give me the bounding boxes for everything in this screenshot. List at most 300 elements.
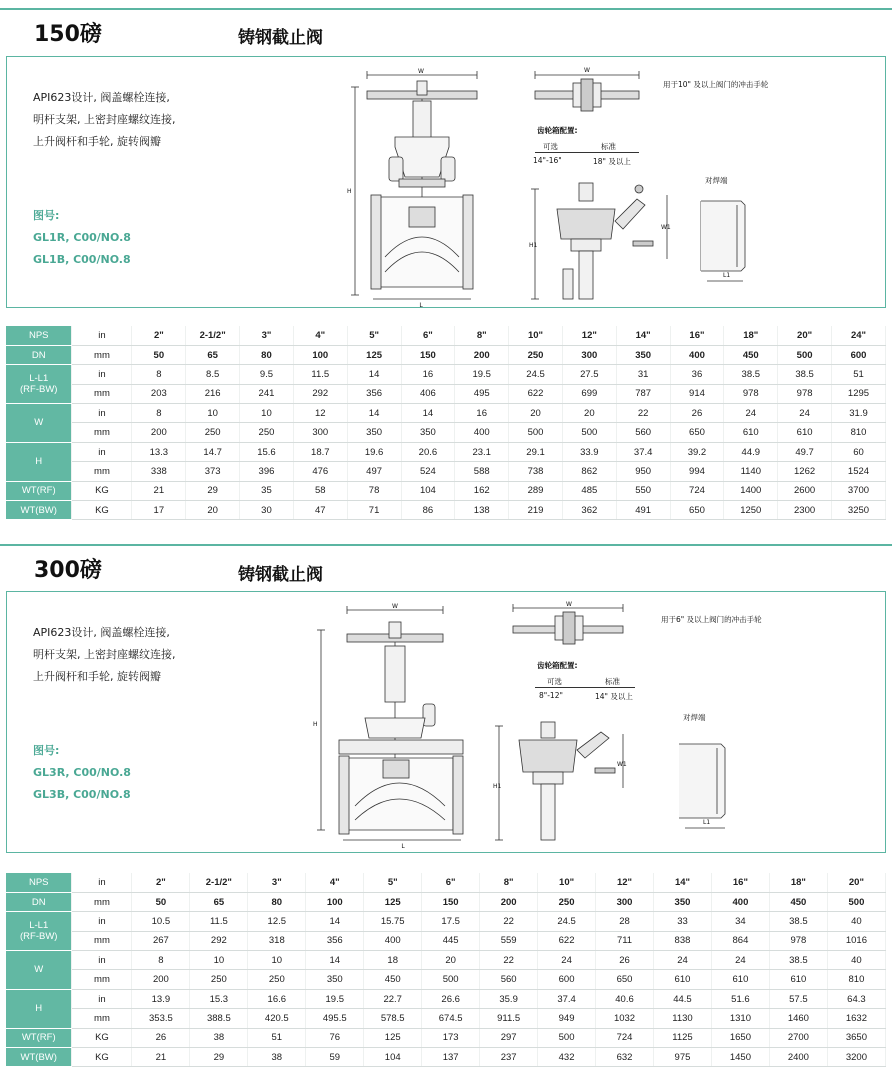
table-cell: 292 xyxy=(293,384,347,403)
table-cell: 78 xyxy=(347,481,401,500)
table-cell: 550 xyxy=(616,481,670,500)
table-cell: 20 xyxy=(562,404,616,423)
table-cell: 350 xyxy=(306,970,364,989)
row-header: W xyxy=(6,404,72,443)
dim-h1: H1 xyxy=(493,783,502,790)
table-cell: 406 xyxy=(401,384,455,403)
table-cell: 138 xyxy=(455,501,509,520)
section-divider xyxy=(0,544,892,546)
table-cell: 600 xyxy=(538,970,596,989)
table-cell: 51 xyxy=(832,365,886,384)
table-row xyxy=(6,951,886,970)
table-cell: 978 xyxy=(769,931,827,950)
table-cell: 491 xyxy=(616,501,670,520)
section-subtitle: 铸钢截止阀 xyxy=(238,565,323,585)
unit-cell: KG xyxy=(72,1048,132,1067)
table-cell: 3250 xyxy=(832,501,886,520)
table-cell: 104 xyxy=(401,481,455,500)
table-cell: 50 xyxy=(132,892,190,911)
table-cell: 20" xyxy=(827,873,885,892)
table-cell: 8" xyxy=(455,326,509,345)
table-cell: 24.5 xyxy=(509,365,563,384)
table-row xyxy=(6,384,886,403)
table-cell: 10.5 xyxy=(132,912,190,931)
table-cell: 20 xyxy=(509,404,563,423)
table-cell: 4" xyxy=(293,326,347,345)
section-title: 300磅 xyxy=(34,558,102,583)
table-row xyxy=(6,345,886,364)
table-cell: 16 xyxy=(401,365,455,384)
table-cell: 14.7 xyxy=(186,442,240,461)
unit-cell: in xyxy=(72,912,132,931)
table-row xyxy=(6,462,886,481)
table-cell: 950 xyxy=(616,462,670,481)
table-cell: 2-1/2" xyxy=(190,873,248,892)
table-cell: 1016 xyxy=(827,931,885,950)
dim-h1: H1 xyxy=(529,242,538,249)
table-cell: 19.6 xyxy=(347,442,401,461)
table-cell: 19.5 xyxy=(306,989,364,1008)
unit-cell: mm xyxy=(72,462,132,481)
table-cell: 26 xyxy=(596,951,654,970)
table-cell: 15.6 xyxy=(240,442,294,461)
table-cell: 40 xyxy=(827,951,885,970)
row-header: H xyxy=(6,989,72,1028)
table-cell: 600 xyxy=(832,345,886,364)
unit-cell: KG xyxy=(72,501,132,520)
table-cell: 216 xyxy=(186,384,240,403)
table-cell: 622 xyxy=(538,931,596,950)
table-cell: 1524 xyxy=(832,462,886,481)
table-cell: 10" xyxy=(509,326,563,345)
table-cell: 80 xyxy=(240,345,294,364)
gear-standard: 标准 xyxy=(601,142,616,151)
model-number: GL3B, C00/NO.8 xyxy=(33,788,131,801)
table-cell: 914 xyxy=(670,384,724,403)
table-cell: 31.9 xyxy=(832,404,886,423)
table-cell: 5" xyxy=(364,873,422,892)
table-cell: 22 xyxy=(616,404,670,423)
gear-optional: 可选 xyxy=(547,677,562,686)
weld-end-drawing xyxy=(671,732,737,842)
table-cell: 396 xyxy=(240,462,294,481)
table-cell: 64.3 xyxy=(827,989,885,1008)
table-cell: 24 xyxy=(654,951,712,970)
table-cell: 22 xyxy=(480,951,538,970)
table-cell: 58 xyxy=(293,481,347,500)
row-header: NPS xyxy=(6,873,72,892)
table-row xyxy=(6,970,886,989)
table-cell: 21 xyxy=(132,481,186,500)
table-cell: 4" xyxy=(306,873,364,892)
table-cell: 36 xyxy=(670,365,724,384)
table-cell: 810 xyxy=(827,970,885,989)
table-cell: 12.5 xyxy=(248,912,306,931)
gear-optional-range: 14"-16" xyxy=(533,156,562,165)
table-cell: 495 xyxy=(455,384,509,403)
table-cell: 20 xyxy=(186,501,240,520)
table-cell: 650 xyxy=(670,501,724,520)
table-cell: 610 xyxy=(769,970,827,989)
table-cell: 338 xyxy=(132,462,186,481)
unit-cell: in xyxy=(72,404,132,423)
table-cell: 100 xyxy=(293,345,347,364)
handwheel-drawing xyxy=(505,600,635,646)
dim-w1: W1 xyxy=(617,761,627,768)
unit-cell: in xyxy=(72,442,132,461)
description-line: 上升阀杆和手轮, 旋转阀瓣 xyxy=(33,670,161,683)
table-cell: 711 xyxy=(596,931,654,950)
table-cell: 445 xyxy=(422,931,480,950)
table-cell: 3650 xyxy=(827,1028,885,1047)
table-cell: 38.5 xyxy=(724,365,778,384)
table-cell: 978 xyxy=(778,384,832,403)
table-cell: 560 xyxy=(616,423,670,442)
table-cell: 300 xyxy=(293,423,347,442)
dim-w1: W1 xyxy=(661,224,671,231)
row-header: NPS xyxy=(6,326,72,345)
table-cell: 864 xyxy=(711,931,769,950)
table-cell: 17.5 xyxy=(422,912,480,931)
unit-cell: in xyxy=(72,873,132,892)
table-cell: 11.5 xyxy=(293,365,347,384)
table-cell: 911.5 xyxy=(480,1009,538,1028)
table-cell: 38.5 xyxy=(769,951,827,970)
table-cell: 8.5 xyxy=(186,365,240,384)
table-cell: 14 xyxy=(306,912,364,931)
table-cell: 30 xyxy=(240,501,294,520)
table-row xyxy=(6,481,886,500)
unit-cell: in xyxy=(72,365,132,384)
table-cell: 23.1 xyxy=(455,442,509,461)
table-cell: 250 xyxy=(186,423,240,442)
table-cell: 12" xyxy=(596,873,654,892)
table-cell: 500 xyxy=(509,423,563,442)
table-cell: 738 xyxy=(509,462,563,481)
section-title: 150磅 xyxy=(34,22,102,47)
unit-cell: mm xyxy=(72,423,132,442)
gear-divider xyxy=(535,687,635,688)
table-cell: 978 xyxy=(724,384,778,403)
table-cell: 28 xyxy=(596,912,654,931)
table-cell: 289 xyxy=(509,481,563,500)
unit-cell: mm xyxy=(72,345,132,364)
row-header: WT(RF) xyxy=(6,1028,72,1047)
table-cell: 2-1/2" xyxy=(186,326,240,345)
table-cell: 400 xyxy=(364,931,422,950)
table-cell: 39.2 xyxy=(670,442,724,461)
table-cell: 1140 xyxy=(724,462,778,481)
table-row xyxy=(6,501,886,520)
table-cell: 65 xyxy=(190,892,248,911)
table-cell: 200 xyxy=(132,970,190,989)
model-label: 图号: xyxy=(33,209,60,222)
gear-standard-range: 18" 及以上 xyxy=(593,157,631,166)
table-cell: 100 xyxy=(306,892,364,911)
table-cell: 34 xyxy=(711,912,769,931)
table-cell: 2" xyxy=(132,326,186,345)
table-cell: 400 xyxy=(711,892,769,911)
table-cell: 497 xyxy=(347,462,401,481)
table-cell: 11.5 xyxy=(190,912,248,931)
table-cell: 356 xyxy=(306,931,364,950)
description-line: API623设计, 阀盖螺栓连接, xyxy=(33,626,170,639)
dim-w: W xyxy=(392,603,398,610)
handwheel-drawing xyxy=(527,65,647,115)
table-cell: 6" xyxy=(401,326,455,345)
table-cell: 350 xyxy=(347,423,401,442)
table-cell: 50 xyxy=(132,345,186,364)
table-cell: 12 xyxy=(293,404,347,423)
unit-cell: mm xyxy=(72,1009,132,1028)
table-cell: 250 xyxy=(509,345,563,364)
table-cell: 485 xyxy=(562,481,616,500)
table-cell: 578.5 xyxy=(364,1009,422,1028)
table-cell: 125 xyxy=(364,1028,422,1047)
table-cell: 300 xyxy=(596,892,654,911)
model-number: GL3R, C00/NO.8 xyxy=(33,766,131,779)
table-cell: 3" xyxy=(240,326,294,345)
unit-cell: KG xyxy=(72,481,132,500)
spec-table xyxy=(6,873,886,1067)
model-label: 图号: xyxy=(33,744,60,757)
table-cell: 724 xyxy=(670,481,724,500)
table-cell: 57.5 xyxy=(769,989,827,1008)
table-cell: 450 xyxy=(769,892,827,911)
row-header: WT(BW) xyxy=(6,1048,72,1067)
table-cell: 2400 xyxy=(769,1048,827,1067)
table-cell: 350 xyxy=(401,423,455,442)
table-cell: 2600 xyxy=(778,481,832,500)
table-row xyxy=(6,404,886,423)
table-row xyxy=(6,931,886,950)
dim-l1: L1 xyxy=(703,819,711,826)
table-cell: 2" xyxy=(132,873,190,892)
table-cell: 35.9 xyxy=(480,989,538,1008)
table-cell: 10 xyxy=(186,404,240,423)
table-cell: 1250 xyxy=(724,501,778,520)
table-row xyxy=(6,326,886,345)
table-cell: 362 xyxy=(562,501,616,520)
table-cell: 622 xyxy=(509,384,563,403)
table-row xyxy=(6,1048,886,1067)
table-cell: 104 xyxy=(364,1048,422,1067)
row-header: L-L1 (RF-BW) xyxy=(6,912,72,951)
table-cell: 588 xyxy=(455,462,509,481)
table-cell: 1632 xyxy=(827,1009,885,1028)
description-line: 上升阀杆和手轮, 旋转阀瓣 xyxy=(33,135,161,148)
table-cell: 949 xyxy=(538,1009,596,1028)
table-cell: 13.9 xyxy=(132,989,190,1008)
table-cell: 318 xyxy=(248,931,306,950)
table-cell: 1650 xyxy=(711,1028,769,1047)
table-cell: 26 xyxy=(132,1028,190,1047)
dim-l: L xyxy=(419,302,423,307)
table-cell: 22.7 xyxy=(364,989,422,1008)
table-cell: 2700 xyxy=(769,1028,827,1047)
model-number: GL1R, C00/NO.8 xyxy=(33,231,131,244)
unit-cell: mm xyxy=(72,931,132,950)
table-cell: 29 xyxy=(190,1048,248,1067)
table-cell: 1400 xyxy=(724,481,778,500)
table-cell: 610 xyxy=(778,423,832,442)
table-cell: 6" xyxy=(422,873,480,892)
table-cell: 15.3 xyxy=(190,989,248,1008)
table-cell: 975 xyxy=(654,1048,712,1067)
table-cell: 71 xyxy=(347,501,401,520)
table-cell: 26.6 xyxy=(422,989,480,1008)
model-list xyxy=(33,205,131,271)
table-cell: 5" xyxy=(347,326,401,345)
table-cell: 650 xyxy=(596,970,654,989)
gearbox-drawing xyxy=(527,169,677,303)
table-cell: 10 xyxy=(248,951,306,970)
table-cell: 8 xyxy=(132,404,186,423)
table-cell: 24 xyxy=(778,404,832,423)
table-cell: 49.7 xyxy=(778,442,832,461)
row-header: W xyxy=(6,951,72,990)
table-cell: 14" xyxy=(616,326,670,345)
table-cell: 86 xyxy=(401,501,455,520)
table-cell: 80 xyxy=(248,892,306,911)
table-cell: 1130 xyxy=(654,1009,712,1028)
dim-w: W xyxy=(418,68,424,75)
table-cell: 8" xyxy=(480,873,538,892)
table-cell: 524 xyxy=(401,462,455,481)
table-cell: 9.5 xyxy=(240,365,294,384)
table-cell: 13.3 xyxy=(132,442,186,461)
table-cell: 267 xyxy=(132,931,190,950)
table-cell: 250 xyxy=(190,970,248,989)
table-cell: 241 xyxy=(240,384,294,403)
table-cell: 33.9 xyxy=(562,442,616,461)
table-row xyxy=(6,365,886,384)
table-cell: 1310 xyxy=(711,1009,769,1028)
row-header: H xyxy=(6,442,72,481)
table-cell: 250 xyxy=(248,970,306,989)
handwheel-note: 用于10" 及以上阀门的冲击手轮 xyxy=(663,80,769,89)
description-line: 明杆支架, 上密封座螺纹连接, xyxy=(33,113,176,126)
table-cell: 16" xyxy=(711,873,769,892)
table-cell: 31 xyxy=(616,365,670,384)
section-subtitle: 铸钢截止阀 xyxy=(238,28,323,48)
table-cell: 495.5 xyxy=(306,1009,364,1028)
table-cell: 203 xyxy=(132,384,186,403)
table-cell: 400 xyxy=(670,345,724,364)
table-cell: 432 xyxy=(538,1048,596,1067)
gear-title: 齿轮箱配置: xyxy=(537,126,578,135)
model-number: GL1B, C00/NO.8 xyxy=(33,253,131,266)
table-cell: 3700 xyxy=(832,481,886,500)
description xyxy=(33,87,176,153)
table-cell: 26 xyxy=(670,404,724,423)
table-cell: 150 xyxy=(401,345,455,364)
gear-optional-range: 8"-12" xyxy=(539,691,563,700)
table-cell: 2300 xyxy=(778,501,832,520)
table-cell: 51.6 xyxy=(711,989,769,1008)
table-cell: 60 xyxy=(832,442,886,461)
table-cell: 450 xyxy=(724,345,778,364)
unit-cell: mm xyxy=(72,970,132,989)
gear-divider xyxy=(535,152,639,153)
table-cell: 200 xyxy=(480,892,538,911)
table-cell: 44.9 xyxy=(724,442,778,461)
weld-label: 对焊端 xyxy=(683,713,706,722)
table-cell: 16" xyxy=(670,326,724,345)
description-line: API623设计, 阀盖螺栓连接, xyxy=(33,91,170,104)
table-cell: 250 xyxy=(240,423,294,442)
table-cell: 51 xyxy=(248,1028,306,1047)
table-cell: 500 xyxy=(827,892,885,911)
table-row xyxy=(6,1028,886,1047)
table-cell: 724 xyxy=(596,1028,654,1047)
table-cell: 17 xyxy=(132,501,186,520)
dim-w: W xyxy=(584,67,590,74)
table-row xyxy=(6,873,886,892)
table-cell: 400 xyxy=(455,423,509,442)
table-cell: 787 xyxy=(616,384,670,403)
table-row xyxy=(6,442,886,461)
table-cell: 610 xyxy=(654,970,712,989)
product-panel xyxy=(6,591,886,853)
table-cell: 500 xyxy=(778,345,832,364)
table-cell: 14 xyxy=(347,365,401,384)
weld-label: 对焊端 xyxy=(705,176,728,185)
row-header: WT(RF) xyxy=(6,481,72,500)
gear-optional: 可选 xyxy=(543,142,558,151)
table-cell: 29 xyxy=(186,481,240,500)
table-cell: 810 xyxy=(832,423,886,442)
table-cell: 10 xyxy=(240,404,294,423)
table-cell: 24" xyxy=(832,326,886,345)
gear-title: 齿轮箱配置: xyxy=(537,661,578,670)
table-cell: 24 xyxy=(724,404,778,423)
table-cell: 16.6 xyxy=(248,989,306,1008)
table-cell: 1032 xyxy=(596,1009,654,1028)
row-header: DN xyxy=(6,345,72,364)
table-cell: 476 xyxy=(293,462,347,481)
unit-cell: KG xyxy=(72,1028,132,1047)
table-cell: 862 xyxy=(562,462,616,481)
table-cell: 292 xyxy=(190,931,248,950)
table-cell: 1450 xyxy=(711,1048,769,1067)
table-cell: 10 xyxy=(190,951,248,970)
table-cell: 76 xyxy=(306,1028,364,1047)
gear-standard-range: 14" 及以上 xyxy=(595,692,633,701)
table-cell: 610 xyxy=(711,970,769,989)
section-divider xyxy=(0,8,892,10)
table-cell: 1262 xyxy=(778,462,832,481)
table-cell: 24 xyxy=(711,951,769,970)
table-cell: 27.5 xyxy=(562,365,616,384)
table-row xyxy=(6,892,886,911)
table-cell: 559 xyxy=(480,931,538,950)
table-cell: 994 xyxy=(670,462,724,481)
table-cell: 125 xyxy=(347,345,401,364)
table-cell: 40 xyxy=(827,912,885,931)
table-cell: 420.5 xyxy=(248,1009,306,1028)
table-cell: 44.5 xyxy=(654,989,712,1008)
table-cell: 356 xyxy=(347,384,401,403)
table-cell: 47 xyxy=(293,501,347,520)
table-cell: 150 xyxy=(422,892,480,911)
table-cell: 353.5 xyxy=(132,1009,190,1028)
table-cell: 38.5 xyxy=(778,365,832,384)
table-cell: 500 xyxy=(422,970,480,989)
table-cell: 450 xyxy=(364,970,422,989)
table-cell: 14 xyxy=(347,404,401,423)
spec-table xyxy=(6,326,886,520)
